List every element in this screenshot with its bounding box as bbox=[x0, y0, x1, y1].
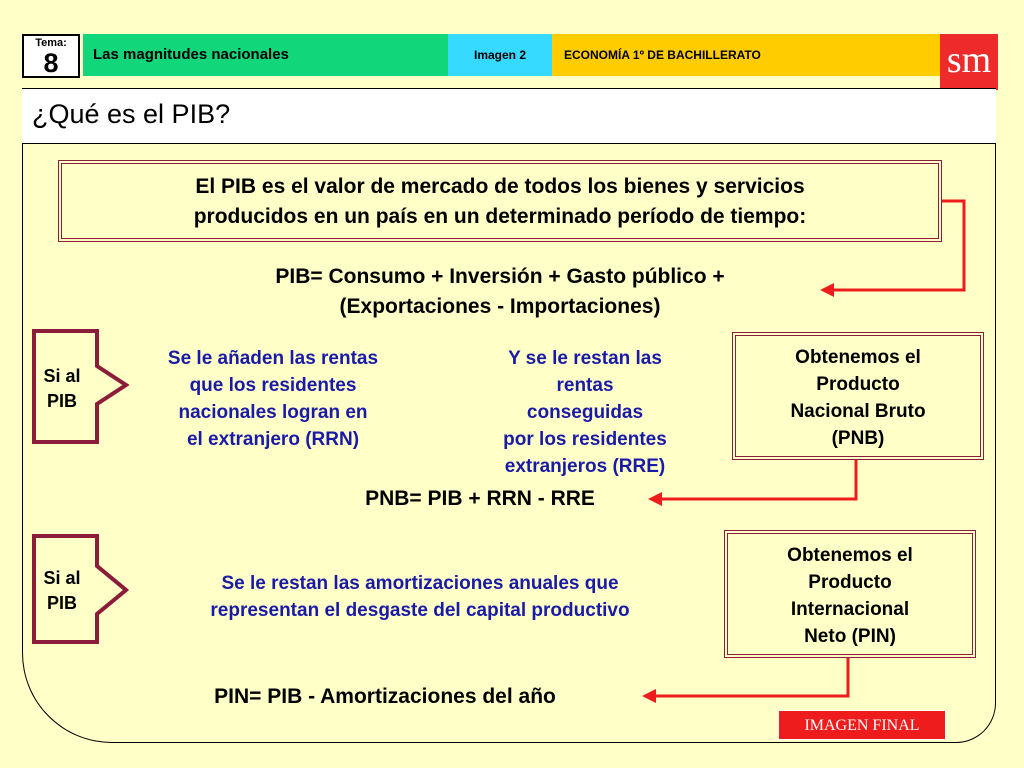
tema-number: 8 bbox=[43, 48, 59, 78]
pnb-formula: PNB= PIB + RRN - RRE bbox=[365, 487, 595, 510]
unit-title: Las magnitudes nacionales bbox=[83, 34, 448, 76]
definition-line-2: producidos en un país en un determinado período de tiempo: bbox=[193, 205, 807, 228]
pnb-result-line-1: Obtenemos el bbox=[795, 347, 921, 368]
pnb-side-label-1: Si al bbox=[43, 366, 81, 386]
pib-formula-line-1: PIB= Consumo + Inversión + Gasto público + bbox=[275, 265, 725, 288]
page-title: ¿Qué es el PIB? bbox=[32, 99, 231, 129]
pnb-add-line-1: Se le añaden las rentas bbox=[167, 348, 379, 369]
definition-to-formula-arrow bbox=[830, 201, 964, 290]
pin-result-line-3: Internacional bbox=[790, 599, 910, 620]
tema-label: Tema: bbox=[35, 37, 67, 49]
pin-result-line-2: Producto bbox=[808, 572, 892, 593]
pnb-sub-line-4: por los residentes bbox=[503, 429, 667, 450]
pnb-bracket-icon bbox=[34, 331, 126, 442]
pnb-side-label-2: PIB bbox=[46, 391, 77, 411]
pin-result-arrowhead bbox=[642, 689, 656, 703]
pin-result-arrow bbox=[654, 658, 848, 696]
pnb-add-line-2: que los residentes bbox=[189, 375, 357, 396]
definition-to-formula-arrowhead bbox=[820, 283, 834, 297]
pnb-sub-line-5: extranjeros (RRE) bbox=[504, 456, 666, 477]
pin-text-line-1: Se le restan las amortizaciones anuales que bbox=[221, 573, 619, 594]
pnb-result-arrowhead bbox=[648, 492, 662, 506]
pin-bracket-icon bbox=[34, 536, 126, 642]
definition-line-1: El PIB es el valor de mercado de todos los bienes y servicios bbox=[195, 175, 805, 198]
pnb-result-line-4: (PNB) bbox=[831, 428, 885, 449]
pib-formula-line-2: (Exportaciones - Importaciones) bbox=[339, 295, 661, 318]
pin-side-label-1: Si al bbox=[43, 568, 81, 588]
pin-text-line-2: representan el desgaste del capital productivo bbox=[210, 600, 630, 621]
pnb-sub-line-1: Y se le restan las bbox=[508, 348, 662, 369]
pnb-sub-line-2: rentas bbox=[556, 375, 614, 396]
sm-logo: sm bbox=[940, 34, 998, 90]
pin-side-label-2: PIB bbox=[46, 593, 77, 613]
pin-result-line-4: Neto (PIN) bbox=[804, 626, 896, 647]
pin-formula: PIN= PIB - Amortizaciones del año bbox=[214, 685, 556, 708]
pin-result-line-1: Obtenemos el bbox=[787, 545, 913, 566]
pnb-add-line-3: nacionales logran en bbox=[178, 402, 368, 423]
pnb-add-line-4: el extranjero (RRN) bbox=[186, 429, 360, 450]
pnb-result-arrow bbox=[660, 460, 856, 499]
subject-label: ECONOMÍA 1º DE BACHILLERATO bbox=[552, 34, 940, 76]
imagen-final-button[interactable]: IMAGEN FINAL bbox=[778, 710, 946, 740]
image-label: Imagen 2 bbox=[448, 34, 552, 76]
pnb-result-line-3: Nacional Bruto bbox=[790, 401, 926, 422]
pnb-sub-line-3: conseguidas bbox=[526, 402, 644, 423]
pnb-result-line-2: Producto bbox=[816, 374, 900, 395]
